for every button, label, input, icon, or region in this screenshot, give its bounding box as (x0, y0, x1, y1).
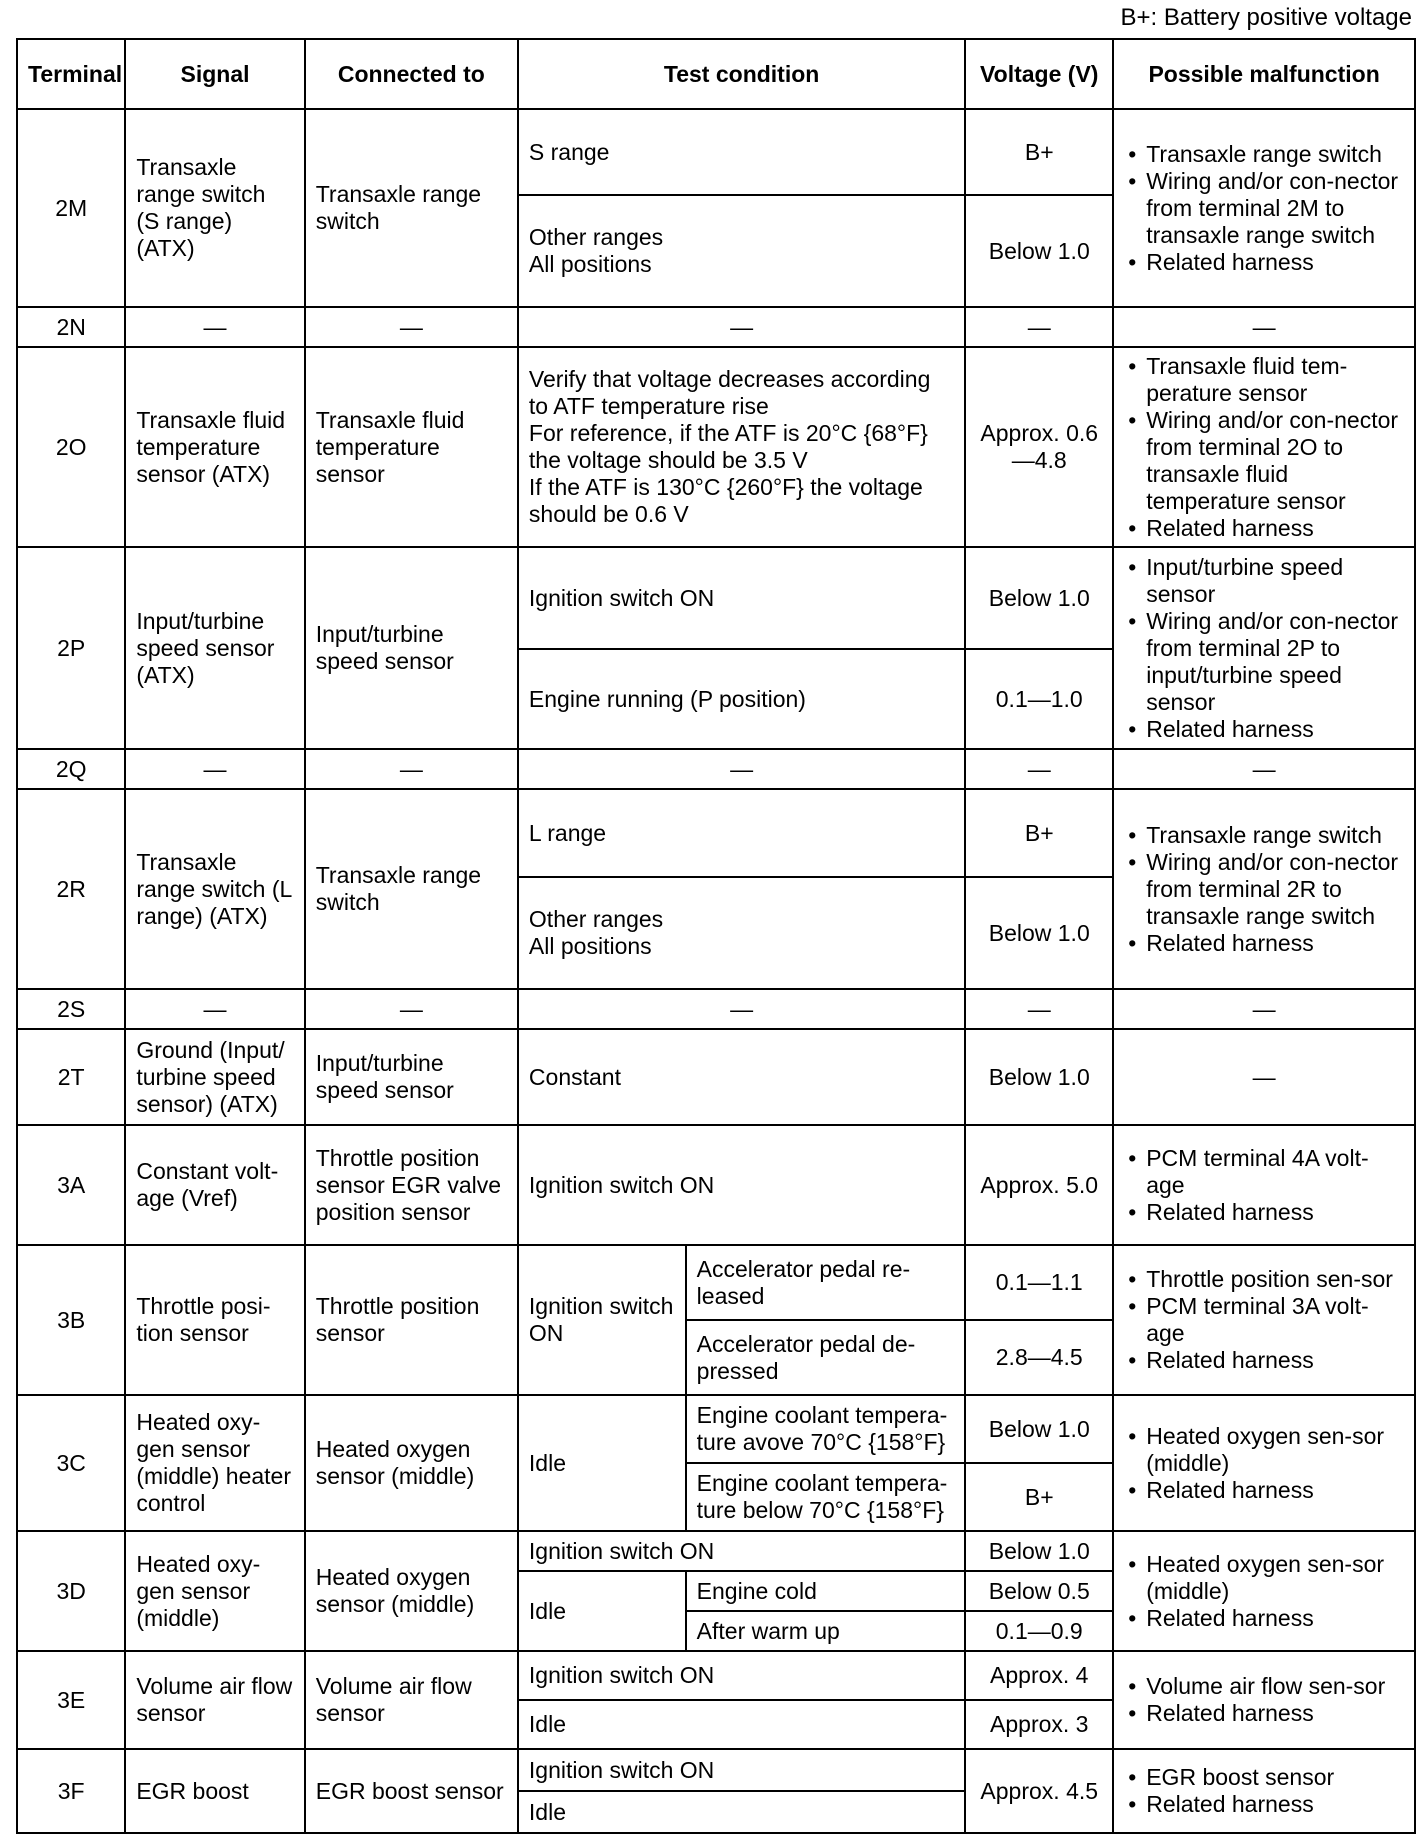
empty-dash: — (1113, 307, 1415, 347)
connected-cell: Volume air flow sensor (305, 1651, 518, 1749)
malfunction-item: • Related harness (1146, 1700, 1404, 1727)
terminal-cell: 2Q (17, 749, 125, 789)
voltage-cell: 0.1—1.0 (965, 649, 1113, 749)
malfunction-cell (1113, 1749, 1415, 1833)
connected-cell: Heated oxygen sensor (middle) (305, 1531, 518, 1651)
condition-line: Other ranges (528, 224, 664, 250)
terminal-cell: 2S (17, 989, 125, 1029)
terminal-cell: 3C (17, 1395, 125, 1531)
header-voltage: Voltage (V) (965, 39, 1113, 109)
condition-line: All positions (528, 251, 652, 277)
voltage-cell: Below 1.0 (965, 1029, 1113, 1125)
terminal-cell: 3A (17, 1125, 125, 1245)
malfunction-cell (1113, 1245, 1415, 1395)
signal-cell: Constant volt-age (Vref) (125, 1125, 304, 1245)
empty-dash: — (305, 989, 518, 1029)
table-row-2Q (17, 749, 1415, 789)
empty-dash: — (125, 307, 304, 347)
voltage-cell: B+ (965, 109, 1113, 195)
malfunction-cell (1113, 1125, 1415, 1245)
table-row-3D (17, 1531, 1415, 1571)
header-terminal: Terminal (17, 39, 125, 109)
malfunction-item: • Related harness (1146, 1605, 1404, 1632)
malfunction-item: • Transaxle range switch (1146, 822, 1404, 849)
malfunction-item: • Related harness (1146, 1791, 1404, 1818)
table-row-3E (17, 1651, 1415, 1700)
malfunction-item: • Throttle position sen-sor (1146, 1266, 1404, 1293)
table-row-3A (17, 1125, 1415, 1245)
malfunction-cell (1113, 1651, 1415, 1749)
condition-cell (518, 877, 965, 989)
empty-dash: — (965, 749, 1113, 789)
voltage-cell: Approx. 4.5 (965, 1749, 1113, 1833)
connected-cell: Heated oxygen sensor (middle) (305, 1395, 518, 1531)
empty-dash: — (518, 749, 965, 789)
header-signal: Signal (125, 39, 304, 109)
empty-dash: — (125, 749, 304, 789)
footnote-battery: B+: Battery positive voltage (1120, 4, 1412, 31)
header-connected-to: Connected to (305, 39, 518, 109)
terminal-cell: 3D (17, 1531, 125, 1651)
malfunction-item: • PCM terminal 4A volt-age (1146, 1145, 1404, 1199)
sub-condition-cell: Accelerator pedal re-leased (686, 1245, 966, 1320)
malfunction-item: • Related harness (1146, 1199, 1404, 1226)
table-row-2T (17, 1029, 1415, 1125)
voltage-cell: 0.1—0.9 (965, 1611, 1113, 1651)
malfunction-cell (1113, 1395, 1415, 1531)
empty-dash: — (965, 989, 1113, 1029)
voltage-cell: Below 1.0 (965, 1531, 1113, 1571)
empty-dash: — (965, 307, 1113, 347)
table-row-2O (17, 347, 1415, 547)
voltage-cell: 2.8—4.5 (965, 1320, 1113, 1395)
signal-cell: Volume air flow sensor (125, 1651, 304, 1749)
signal-cell: Transaxle range switch (L range) (ATX) (125, 789, 304, 989)
terminal-cell: 2O (17, 347, 125, 547)
malfunction-cell (1113, 547, 1415, 749)
malfunction-item: • Volume air flow sen-sor (1146, 1673, 1404, 1700)
condition-cell: Ignition switch ON (518, 547, 965, 649)
malfunction-item: • Transaxle fluid tem-perature sensor (1146, 353, 1404, 407)
terminal-cell: 2T (17, 1029, 125, 1125)
malfunction-cell (1113, 109, 1415, 307)
table-row-3B (17, 1245, 1415, 1320)
connected-cell: Input/turbine speed sensor (305, 1029, 518, 1125)
sub-condition-cell: Engine coolant tempera-ture avove 70°C {158°F} (686, 1395, 966, 1463)
malfunction-item: • Input/turbine speed sensor (1146, 554, 1404, 608)
condition-cell: Ignition switch ON (518, 1749, 965, 1791)
condition-line: If the ATF is 130°C {260°F} the voltage should be 0.6 V (528, 474, 923, 527)
malfunction-cell (1113, 1531, 1415, 1651)
empty-dash: — (1113, 989, 1415, 1029)
condition-cell: Ignition switch ON (518, 1245, 686, 1395)
table-row-2S (17, 989, 1415, 1029)
terminal-cell: 3E (17, 1651, 125, 1749)
condition-cell (518, 347, 965, 547)
empty-dash: — (305, 749, 518, 789)
voltage-cell: Below 1.0 (965, 195, 1113, 307)
malfunction-item: • Related harness (1146, 1347, 1404, 1374)
header-possible-malfunction: Possible malfunction (1113, 39, 1415, 109)
condition-cell: Ignition switch ON (518, 1531, 965, 1571)
voltage-cell: Below 0.5 (965, 1571, 1113, 1611)
voltage-cell: Approx. 4 (965, 1651, 1113, 1700)
signal-cell: Transaxle range switch (S range) (ATX) (125, 109, 304, 307)
voltage-cell: Below 1.0 (965, 1395, 1113, 1463)
terminal-cell: 2R (17, 789, 125, 989)
connected-cell: Transaxle range switch (305, 789, 518, 989)
malfunction-cell (1113, 347, 1415, 547)
voltage-cell: Below 1.0 (965, 547, 1113, 649)
empty-dash: — (305, 307, 518, 347)
malfunction-item: • Transaxle range switch (1146, 141, 1404, 168)
malfunction-item: • Related harness (1146, 515, 1404, 542)
condition-cell: Ignition switch ON (518, 1651, 965, 1700)
condition-line: All positions (528, 933, 652, 959)
malfunction-item: • Related harness (1146, 930, 1404, 957)
malfunction-item: • Wiring and/or con-nector from terminal 2O to transaxle fluid temperature sensor (1146, 407, 1404, 515)
signal-cell: Throttle posi-tion sensor (125, 1245, 304, 1395)
signal-cell: Heated oxy-gen sensor (middle) (125, 1531, 304, 1651)
signal-cell: Ground (Input/ turbine speed sensor) (ATX) (125, 1029, 304, 1125)
condition-cell: Idle (518, 1700, 965, 1749)
malfunction-item: • EGR boost sensor (1146, 1764, 1404, 1791)
table-row-3F (17, 1749, 1415, 1791)
terminal-voltage-table (16, 38, 1416, 1834)
voltage-cell: Approx. 0.6—4.8 (965, 347, 1113, 547)
condition-cell: Constant (518, 1029, 965, 1125)
malfunction-item: • Heated oxygen sen-sor (middle) (1146, 1423, 1404, 1477)
connected-cell: EGR boost sensor (305, 1749, 518, 1833)
malfunction-item: • Related harness (1146, 249, 1404, 276)
voltage-cell: B+ (965, 1463, 1113, 1531)
malfunction-item: • Wiring and/or con-nector from terminal 2P to input/turbine speed sensor (1146, 608, 1404, 716)
header-row (17, 39, 1415, 109)
condition-cell: Idle (518, 1791, 965, 1833)
connected-cell: Transaxle range switch (305, 109, 518, 307)
connected-cell: Input/turbine speed sensor (305, 547, 518, 749)
malfunction-item: • Wiring and/or con-nector from terminal 2M to transaxle range switch (1146, 168, 1404, 249)
signal-cell: Input/turbine speed sensor (ATX) (125, 547, 304, 749)
table-row-2R (17, 789, 1415, 877)
signal-cell: Transaxle fluid temperature sensor (ATX) (125, 347, 304, 547)
malfunction-item: • Related harness (1146, 1477, 1404, 1504)
empty-dash: — (1113, 1029, 1415, 1125)
terminal-cell: 2P (17, 547, 125, 749)
condition-cell: Idle (518, 1571, 686, 1651)
condition-line: Other ranges (528, 906, 664, 932)
condition-cell: S range (518, 109, 965, 195)
signal-cell: EGR boost (125, 1749, 304, 1833)
connected-cell: Transaxle fluid temperature sensor (305, 347, 518, 547)
voltage-cell: Approx. 5.0 (965, 1125, 1113, 1245)
condition-cell: Idle (518, 1395, 686, 1531)
condition-cell: Engine running (P position) (518, 649, 965, 749)
empty-dash: — (125, 989, 304, 1029)
empty-dash: — (1113, 749, 1415, 789)
connected-cell: Throttle position sensor (305, 1245, 518, 1395)
table-row-2M (17, 109, 1415, 195)
signal-cell: Heated oxy-gen sensor (middle) heater control (125, 1395, 304, 1531)
malfunction-cell (1113, 789, 1415, 989)
voltage-cell: B+ (965, 789, 1113, 877)
terminal-cell: 2N (17, 307, 125, 347)
condition-cell: L range (518, 789, 965, 877)
sub-condition-cell: After warm up (686, 1611, 966, 1651)
sub-condition-cell: Engine coolant tempera-ture below 70°C {158°F} (686, 1463, 966, 1531)
sub-condition-cell: Accelerator pedal de-pressed (686, 1320, 966, 1395)
voltage-cell: Below 1.0 (965, 877, 1113, 989)
malfunction-item: • Heated oxygen sen-sor (middle) (1146, 1551, 1404, 1605)
connected-cell: Throttle position sensor EGR valve position sensor (305, 1125, 518, 1245)
malfunction-item: • Wiring and/or con-nector from terminal 2R to transaxle range switch (1146, 849, 1404, 930)
empty-dash: — (518, 307, 965, 347)
condition-cell: Ignition switch ON (518, 1125, 965, 1245)
table-row-2P (17, 547, 1415, 649)
condition-cell (518, 195, 965, 307)
malfunction-item: • Related harness (1146, 716, 1404, 743)
terminal-cell: 3B (17, 1245, 125, 1395)
condition-line: Verify that voltage decreases according to ATF temperature rise (528, 366, 931, 419)
empty-dash: — (518, 989, 965, 1029)
terminal-cell: 2M (17, 109, 125, 307)
voltage-cell: 0.1—1.1 (965, 1245, 1113, 1320)
condition-line: For reference, if the ATF is 20°C {68°F} the voltage should be 3.5 V (528, 420, 928, 473)
header-test-condition: Test condition (518, 39, 965, 109)
sub-condition-cell: Engine cold (686, 1571, 966, 1611)
table-row-3C (17, 1395, 1415, 1463)
malfunction-item: • PCM terminal 3A volt-age (1146, 1293, 1404, 1347)
table-row-2N (17, 307, 1415, 347)
terminal-cell: 3F (17, 1749, 125, 1833)
voltage-cell: Approx. 3 (965, 1700, 1113, 1749)
